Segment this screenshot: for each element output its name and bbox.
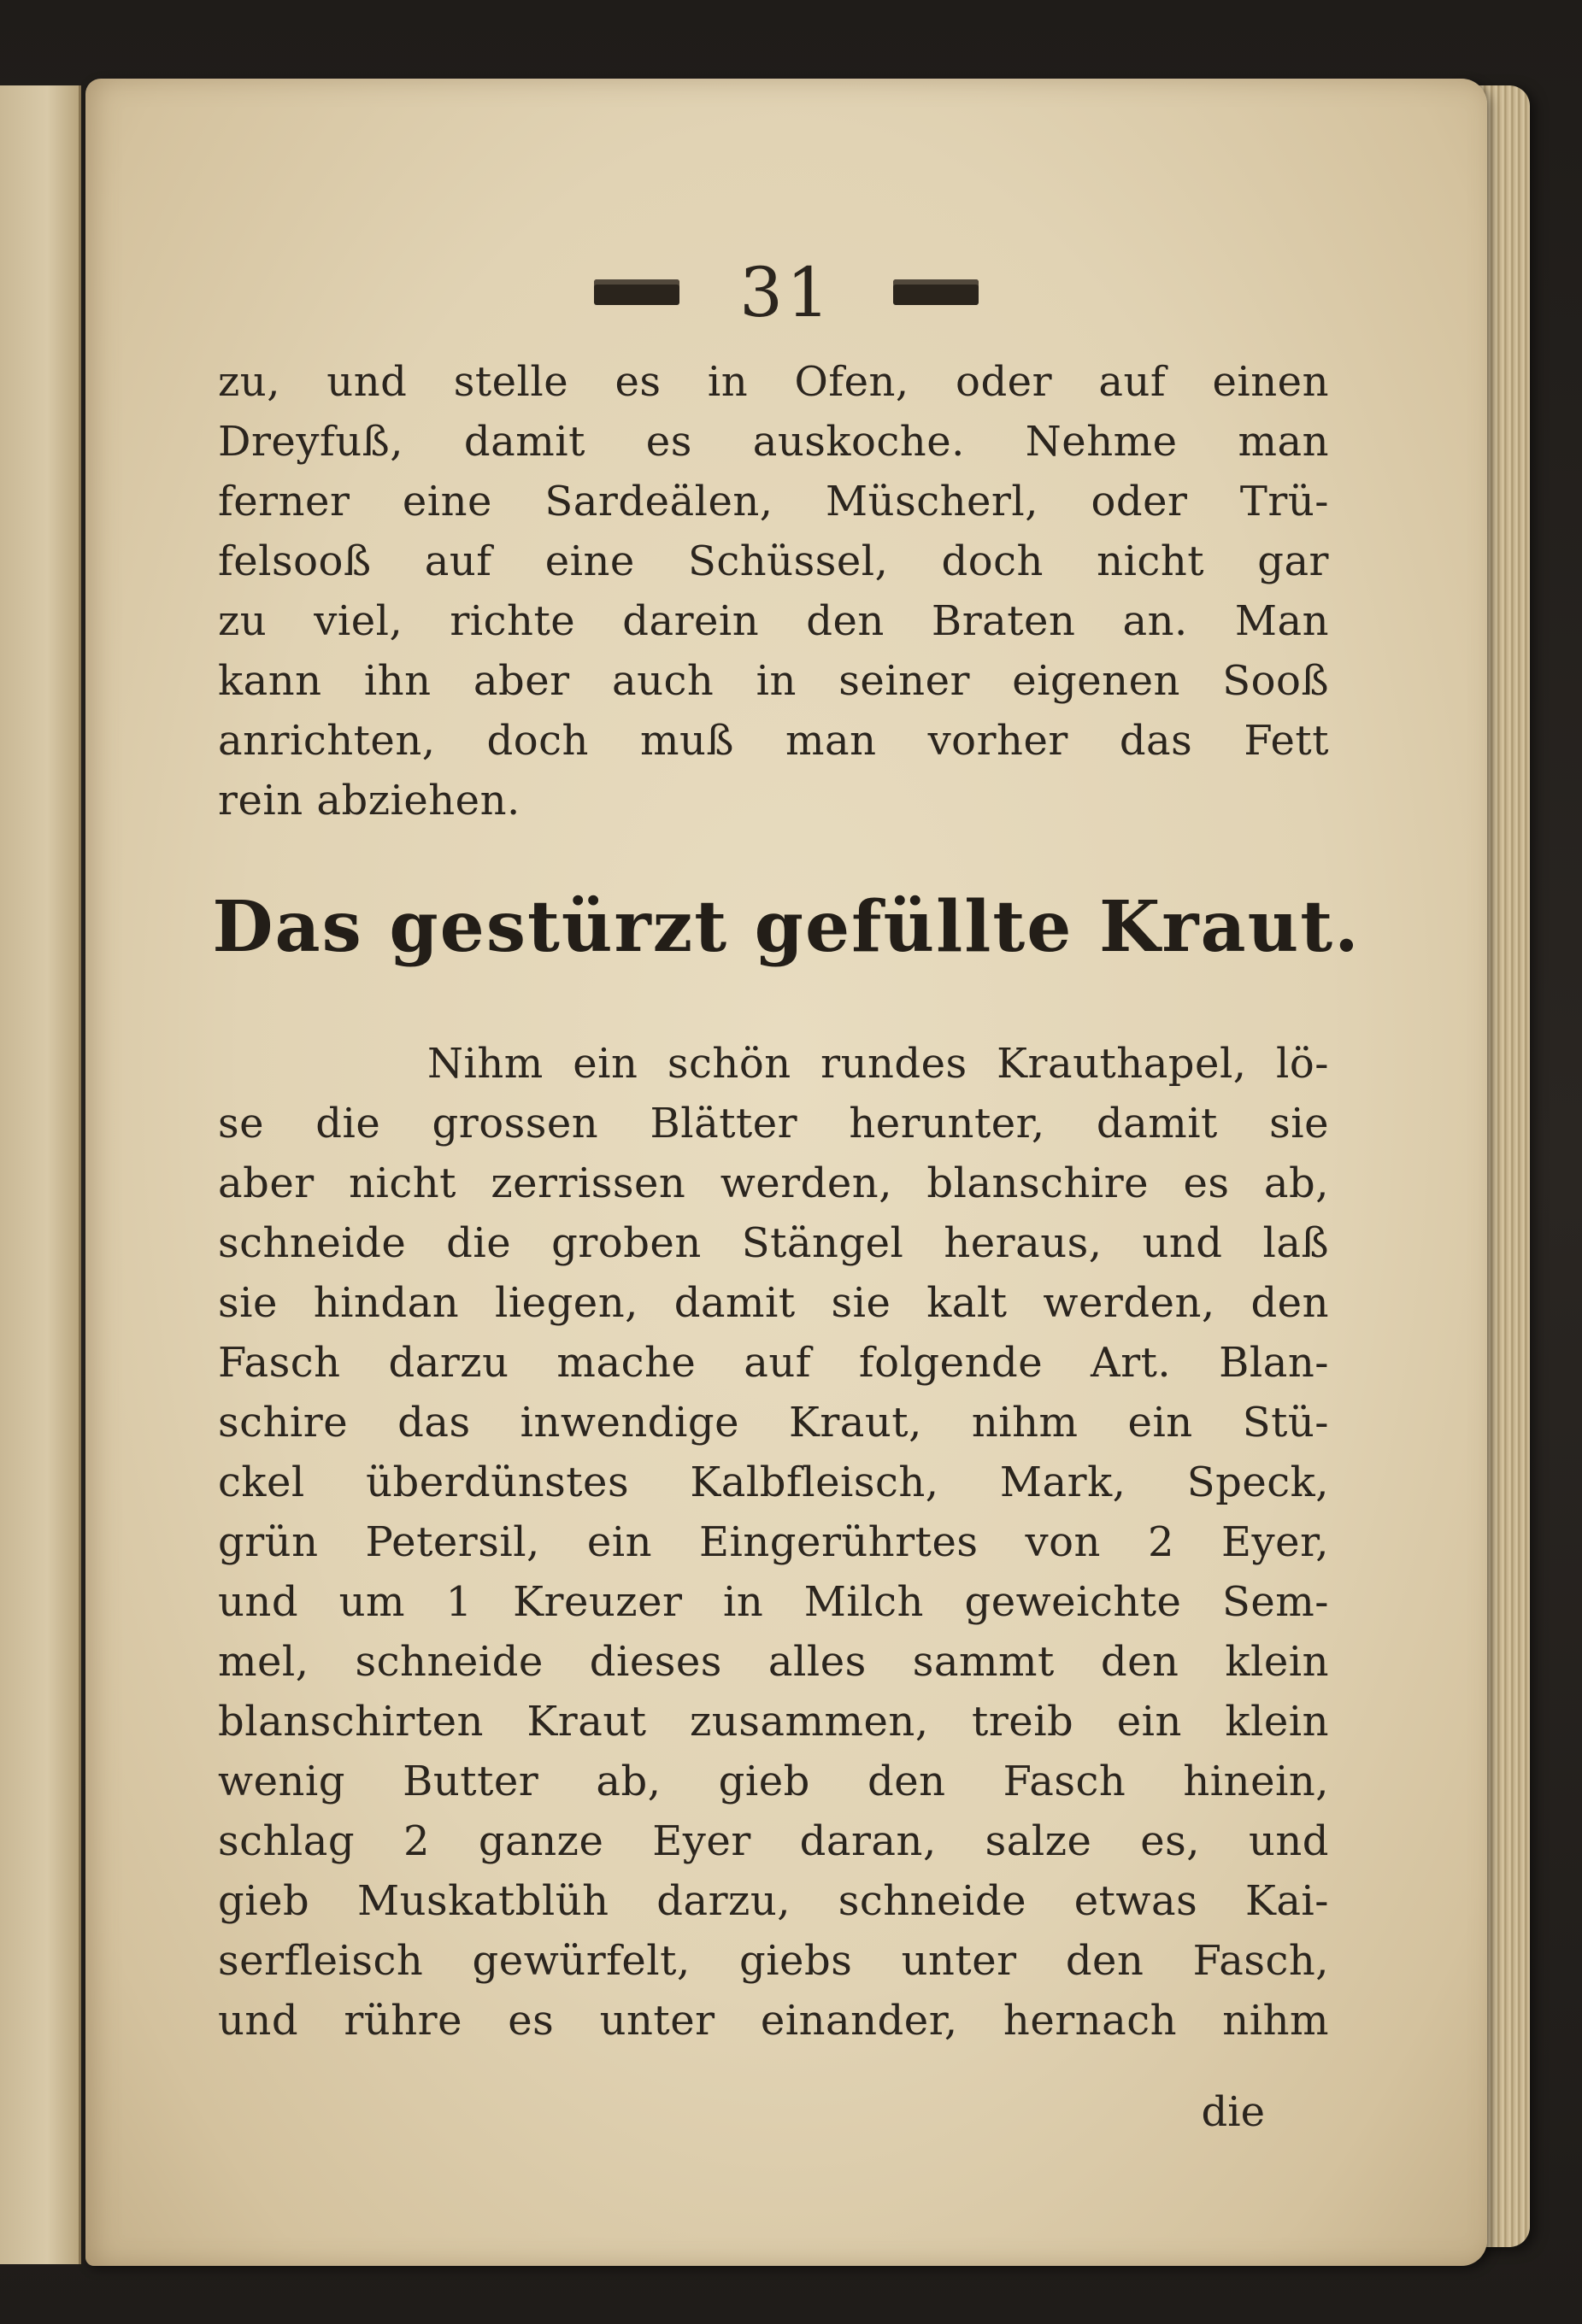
- text-line: zu viel, richte darein den Braten an. Man: [218, 597, 1329, 645]
- text-line: sie hindan liegen, damit sie kalt werden, den: [218, 1279, 1329, 1327]
- text-line: ferner eine Sardeälen, Müscherl, oder Trü-: [218, 478, 1329, 525]
- text-line: mel, schneide dieses alles sammt den klein: [218, 1638, 1329, 1686]
- continued-text: [218, 352, 1329, 830]
- text-line: aber nicht zerrissen werden, blanschire es ab,: [218, 1159, 1329, 1207]
- text-line: kann ihn aber auch in seiner eigenen Sooß: [218, 657, 1329, 705]
- text-line: anrichten, doch muß man vorher das Fett: [218, 717, 1329, 765]
- left-facing-page-edge: [0, 85, 81, 2264]
- text-line: und um 1 Kreuzer in Milch geweichte Sem-: [218, 1578, 1329, 1626]
- text-line: Nihm ein schön rundes Krauthapel, lö-: [427, 1040, 1329, 1088]
- catchword: die: [1201, 2088, 1265, 2136]
- text-line: serfleisch gewürfelt, giebs unter den Fasch,: [218, 1937, 1329, 1985]
- text-line: grün Petersil, ein Eingerührtes von 2 Eyer,: [218, 1518, 1329, 1566]
- text-line: ckel überdünstes Kalbfleisch, Mark, Speck,: [218, 1458, 1329, 1506]
- text-line: schire das inwendige Kraut, nihm ein Stü-: [218, 1399, 1329, 1447]
- header-rule-left: [594, 279, 679, 305]
- text-line: und rühre es unter einander, hernach nihm: [218, 1997, 1329, 2045]
- page-number: 31: [739, 252, 833, 332]
- text-line: rein abziehen.: [218, 777, 520, 825]
- book-page: [85, 79, 1487, 2266]
- text-line: Dreyfuß, damit es auskoche. Nehme man: [218, 418, 1329, 466]
- text-line: schneide die groben Stängel heraus, und laß: [218, 1219, 1329, 1267]
- text-line: schlag 2 ganze Eyer daran, salze es, und: [218, 1817, 1329, 1865]
- recipe-body: [218, 1034, 1329, 2051]
- text-line: zu, und stelle es in Ofen, oder auf einen: [218, 358, 1329, 406]
- text-line: gieb Muskatblüh darzu, schneide etwas Kai-: [218, 1877, 1329, 1925]
- text-line: blanschirten Kraut zusammen, treib ein klein: [218, 1698, 1329, 1746]
- text-line: felsooß auf eine Schüssel, doch nicht gar: [218, 537, 1329, 585]
- text-line: se die grossen Blätter herunter, damit sie: [218, 1100, 1329, 1147]
- header-rule-right: [893, 279, 979, 305]
- recipe-title: Das gestürzt gefüllte Kraut.: [212, 886, 1361, 968]
- text-line: wenig Butter ab, gieb den Fasch hinein,: [218, 1758, 1329, 1805]
- page-header: [85, 241, 1487, 343]
- text-line: Fasch darzu mache auf folgende Art. Blan-: [218, 1339, 1329, 1387]
